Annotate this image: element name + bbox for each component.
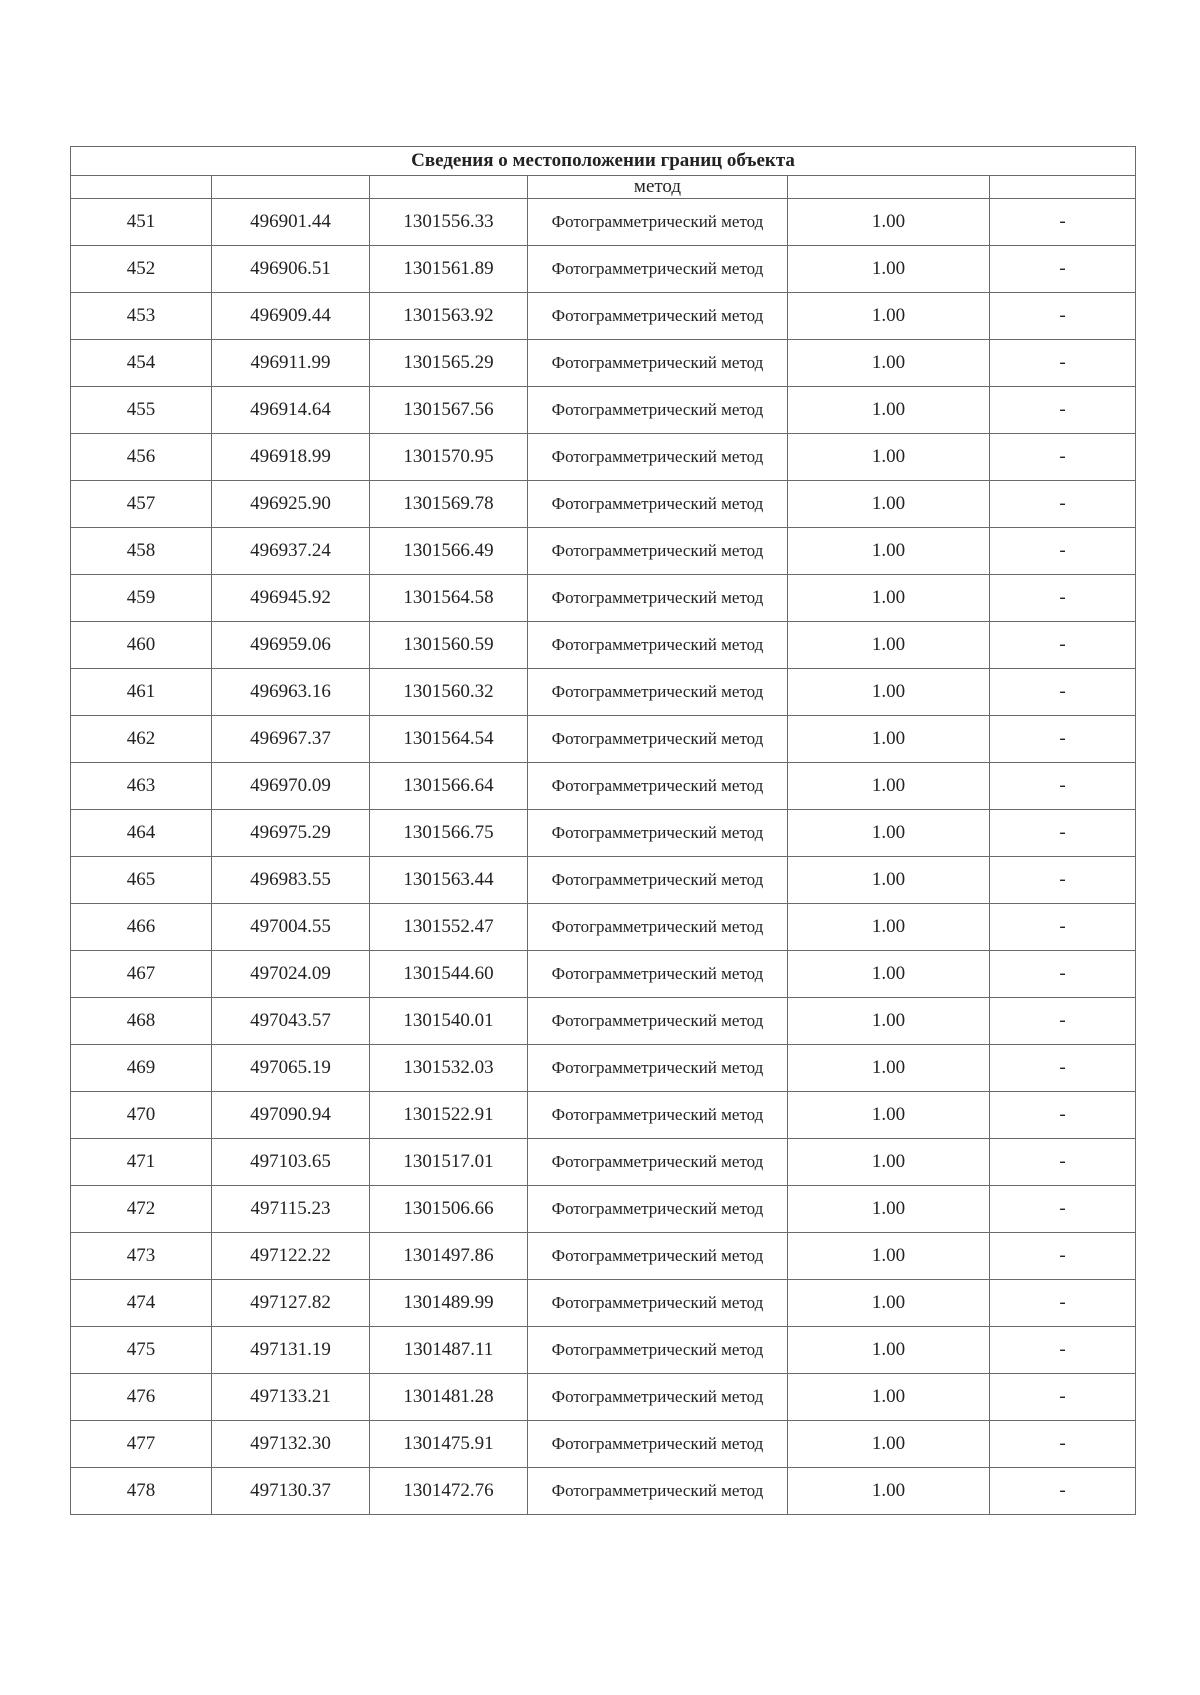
point-number-cell: 470 [71,1091,212,1138]
note-cell: - [990,1326,1136,1373]
accuracy-cell: 1.00 [788,1138,990,1185]
y-coordinate-cell: 1301566.49 [370,527,528,574]
accuracy-cell: 1.00 [788,903,990,950]
cell-empty [370,176,528,199]
y-coordinate-cell: 1301506.66 [370,1185,528,1232]
accuracy-cell: 1.00 [788,1420,990,1467]
method-cell: Фотограмметрический метод [528,574,788,621]
method-cell: Фотограмметрический метод [528,1091,788,1138]
table-row [71,1420,1136,1467]
method-cell: Фотограмметрический метод [528,1326,788,1373]
method-cell: Фотограмметрический метод [528,715,788,762]
x-coordinate-cell: 496959.06 [212,621,370,668]
y-coordinate-cell: 1301556.33 [370,198,528,245]
method-cell: Фотограмметрический метод [528,668,788,715]
accuracy-cell: 1.00 [788,245,990,292]
note-cell: - [990,1279,1136,1326]
table-row [71,809,1136,856]
method-cell: Фотограмметрический метод [528,856,788,903]
point-number-cell: 463 [71,762,212,809]
accuracy-cell: 1.00 [788,1185,990,1232]
note-cell: - [990,1044,1136,1091]
note-cell: - [990,809,1136,856]
table-row [71,621,1136,668]
boundary-coordinates-table [70,146,1136,1515]
y-coordinate-cell: 1301517.01 [370,1138,528,1185]
y-coordinate-cell: 1301564.58 [370,574,528,621]
y-coordinate-cell: 1301567.56 [370,386,528,433]
method-cell: Фотограмметрический метод [528,1044,788,1091]
point-number-cell: 468 [71,997,212,1044]
method-cell: Фотограмметрический метод [528,527,788,574]
cell-empty [212,176,370,199]
y-coordinate-cell: 1301532.03 [370,1044,528,1091]
table-row [71,386,1136,433]
accuracy-cell: 1.00 [788,762,990,809]
x-coordinate-cell: 496918.99 [212,433,370,480]
accuracy-cell: 1.00 [788,1279,990,1326]
y-coordinate-cell: 1301472.76 [370,1467,528,1514]
table-row [71,245,1136,292]
point-number-cell: 461 [71,668,212,715]
y-coordinate-cell: 1301481.28 [370,1373,528,1420]
x-coordinate-cell: 497127.82 [212,1279,370,1326]
point-number-cell: 473 [71,1232,212,1279]
point-number-cell: 478 [71,1467,212,1514]
table-row [71,292,1136,339]
note-cell: - [990,1420,1136,1467]
x-coordinate-cell: 497090.94 [212,1091,370,1138]
accuracy-cell: 1.00 [788,386,990,433]
method-cell: Фотограмметрический метод [528,1279,788,1326]
cell-empty [990,176,1136,199]
accuracy-cell: 1.00 [788,1326,990,1373]
x-coordinate-cell: 496970.09 [212,762,370,809]
x-coordinate-cell: 497004.55 [212,903,370,950]
table-row [71,433,1136,480]
method-cell: Фотограмметрический метод [528,1138,788,1185]
x-coordinate-cell: 497043.57 [212,997,370,1044]
point-number-cell: 471 [71,1138,212,1185]
table-row [71,339,1136,386]
method-cell: Фотограмметрический метод [528,480,788,527]
point-number-cell: 477 [71,1420,212,1467]
y-coordinate-cell: 1301569.78 [370,480,528,527]
method-cell: Фотограмметрический метод [528,339,788,386]
table-row [71,1044,1136,1091]
accuracy-cell: 1.00 [788,1373,990,1420]
note-cell: - [990,621,1136,668]
point-number-cell: 458 [71,527,212,574]
accuracy-cell: 1.00 [788,809,990,856]
method-cell: Фотограмметрический метод [528,433,788,480]
x-coordinate-cell: 496901.44 [212,198,370,245]
note-cell: - [990,433,1136,480]
x-coordinate-cell: 496967.37 [212,715,370,762]
x-coordinate-cell: 497115.23 [212,1185,370,1232]
table-row [71,480,1136,527]
accuracy-cell: 1.00 [788,574,990,621]
accuracy-cell: 1.00 [788,1091,990,1138]
table-row [71,1373,1136,1420]
accuracy-cell: 1.00 [788,339,990,386]
point-number-cell: 455 [71,386,212,433]
table-row [71,1467,1136,1514]
x-coordinate-cell: 497132.30 [212,1420,370,1467]
cell-empty [788,176,990,199]
table-row [71,903,1136,950]
x-coordinate-cell: 496909.44 [212,292,370,339]
note-cell: - [990,1467,1136,1514]
note-cell: - [990,527,1136,574]
continuation-row [71,176,1136,199]
y-coordinate-cell: 1301552.47 [370,903,528,950]
point-number-cell: 451 [71,198,212,245]
note-cell: - [990,480,1136,527]
note-cell: - [990,386,1136,433]
y-coordinate-cell: 1301566.64 [370,762,528,809]
y-coordinate-cell: 1301570.95 [370,433,528,480]
x-coordinate-cell: 496906.51 [212,245,370,292]
method-cell: Фотограмметрический метод [528,950,788,997]
accuracy-cell: 1.00 [788,480,990,527]
table-row [71,715,1136,762]
y-coordinate-cell: 1301560.59 [370,621,528,668]
method-cell: Фотограмметрический метод [528,762,788,809]
x-coordinate-cell: 496937.24 [212,527,370,574]
point-number-cell: 457 [71,480,212,527]
method-cell: Фотограмметрический метод [528,198,788,245]
x-coordinate-cell: 496945.92 [212,574,370,621]
note-cell: - [990,762,1136,809]
accuracy-cell: 1.00 [788,292,990,339]
point-number-cell: 475 [71,1326,212,1373]
note-cell: - [990,339,1136,386]
point-number-cell: 474 [71,1279,212,1326]
y-coordinate-cell: 1301489.99 [370,1279,528,1326]
y-coordinate-cell: 1301522.91 [370,1091,528,1138]
y-coordinate-cell: 1301564.54 [370,715,528,762]
x-coordinate-cell: 497024.09 [212,950,370,997]
point-number-cell: 460 [71,621,212,668]
method-cell: Фотограмметрический метод [528,1467,788,1514]
x-coordinate-cell: 497103.65 [212,1138,370,1185]
accuracy-cell: 1.00 [788,997,990,1044]
point-number-cell: 453 [71,292,212,339]
x-coordinate-cell: 496983.55 [212,856,370,903]
y-coordinate-cell: 1301566.75 [370,809,528,856]
accuracy-cell: 1.00 [788,198,990,245]
table-row [71,1138,1136,1185]
accuracy-cell: 1.00 [788,950,990,997]
point-number-cell: 462 [71,715,212,762]
x-coordinate-cell: 496925.90 [212,480,370,527]
method-cell: Фотограмметрический метод [528,1185,788,1232]
accuracy-cell: 1.00 [788,1232,990,1279]
x-coordinate-cell: 497133.21 [212,1373,370,1420]
note-cell: - [990,1138,1136,1185]
note-cell: - [990,950,1136,997]
table-title: Сведения о местоположении границ объекта [71,147,1136,176]
point-number-cell: 454 [71,339,212,386]
x-coordinate-cell: 497122.22 [212,1232,370,1279]
table-row [71,1279,1136,1326]
point-number-cell: 466 [71,903,212,950]
table-row [71,762,1136,809]
x-coordinate-cell: 497130.37 [212,1467,370,1514]
table-row [71,1091,1136,1138]
y-coordinate-cell: 1301565.29 [370,339,528,386]
note-cell: - [990,1091,1136,1138]
table-row [71,527,1136,574]
table-row [71,668,1136,715]
table-row [71,856,1136,903]
table-row [71,1185,1136,1232]
accuracy-cell: 1.00 [788,668,990,715]
note-cell: - [990,198,1136,245]
y-coordinate-cell: 1301475.91 [370,1420,528,1467]
y-coordinate-cell: 1301540.01 [370,997,528,1044]
method-cell: Фотограмметрический метод [528,1420,788,1467]
method-cell: Фотограмметрический метод [528,809,788,856]
point-number-cell: 467 [71,950,212,997]
cell-empty [71,176,212,199]
accuracy-cell: 1.00 [788,527,990,574]
note-cell: - [990,1185,1136,1232]
note-cell: - [990,903,1136,950]
y-coordinate-cell: 1301563.92 [370,292,528,339]
x-coordinate-cell: 496963.16 [212,668,370,715]
accuracy-cell: 1.00 [788,433,990,480]
note-cell: - [990,1232,1136,1279]
note-cell: - [990,668,1136,715]
method-cell: Фотограмметрический метод [528,386,788,433]
method-cell: Фотограмметрический метод [528,1232,788,1279]
x-coordinate-cell: 497065.19 [212,1044,370,1091]
x-coordinate-cell: 496914.64 [212,386,370,433]
point-number-cell: 476 [71,1373,212,1420]
point-number-cell: 469 [71,1044,212,1091]
point-number-cell: 465 [71,856,212,903]
table-row [71,1232,1136,1279]
point-number-cell: 459 [71,574,212,621]
y-coordinate-cell: 1301561.89 [370,245,528,292]
continuation-method-cell: метод [528,176,788,199]
note-cell: - [990,997,1136,1044]
table-row [71,198,1136,245]
accuracy-cell: 1.00 [788,856,990,903]
note-cell: - [990,292,1136,339]
y-coordinate-cell: 1301487.11 [370,1326,528,1373]
note-cell: - [990,1373,1136,1420]
accuracy-cell: 1.00 [788,715,990,762]
method-cell: Фотограмметрический метод [528,245,788,292]
method-cell: Фотограмметрический метод [528,621,788,668]
table-row [71,574,1136,621]
method-cell: Фотограмметрический метод [528,1373,788,1420]
table-row [71,997,1136,1044]
point-number-cell: 472 [71,1185,212,1232]
table-body [71,147,1136,1515]
point-number-cell: 452 [71,245,212,292]
table-row [71,950,1136,997]
point-number-cell: 464 [71,809,212,856]
method-cell: Фотограмметрический метод [528,292,788,339]
method-cell: Фотограмметрический метод [528,903,788,950]
note-cell: - [990,245,1136,292]
x-coordinate-cell: 497131.19 [212,1326,370,1373]
accuracy-cell: 1.00 [788,621,990,668]
x-coordinate-cell: 496911.99 [212,339,370,386]
y-coordinate-cell: 1301544.60 [370,950,528,997]
note-cell: - [990,856,1136,903]
note-cell: - [990,715,1136,762]
x-coordinate-cell: 496975.29 [212,809,370,856]
accuracy-cell: 1.00 [788,1467,990,1514]
y-coordinate-cell: 1301563.44 [370,856,528,903]
table-title-row [71,147,1136,176]
accuracy-cell: 1.00 [788,1044,990,1091]
y-coordinate-cell: 1301497.86 [370,1232,528,1279]
note-cell: - [990,574,1136,621]
table-row [71,1326,1136,1373]
y-coordinate-cell: 1301560.32 [370,668,528,715]
point-number-cell: 456 [71,433,212,480]
method-cell: Фотограмметрический метод [528,997,788,1044]
